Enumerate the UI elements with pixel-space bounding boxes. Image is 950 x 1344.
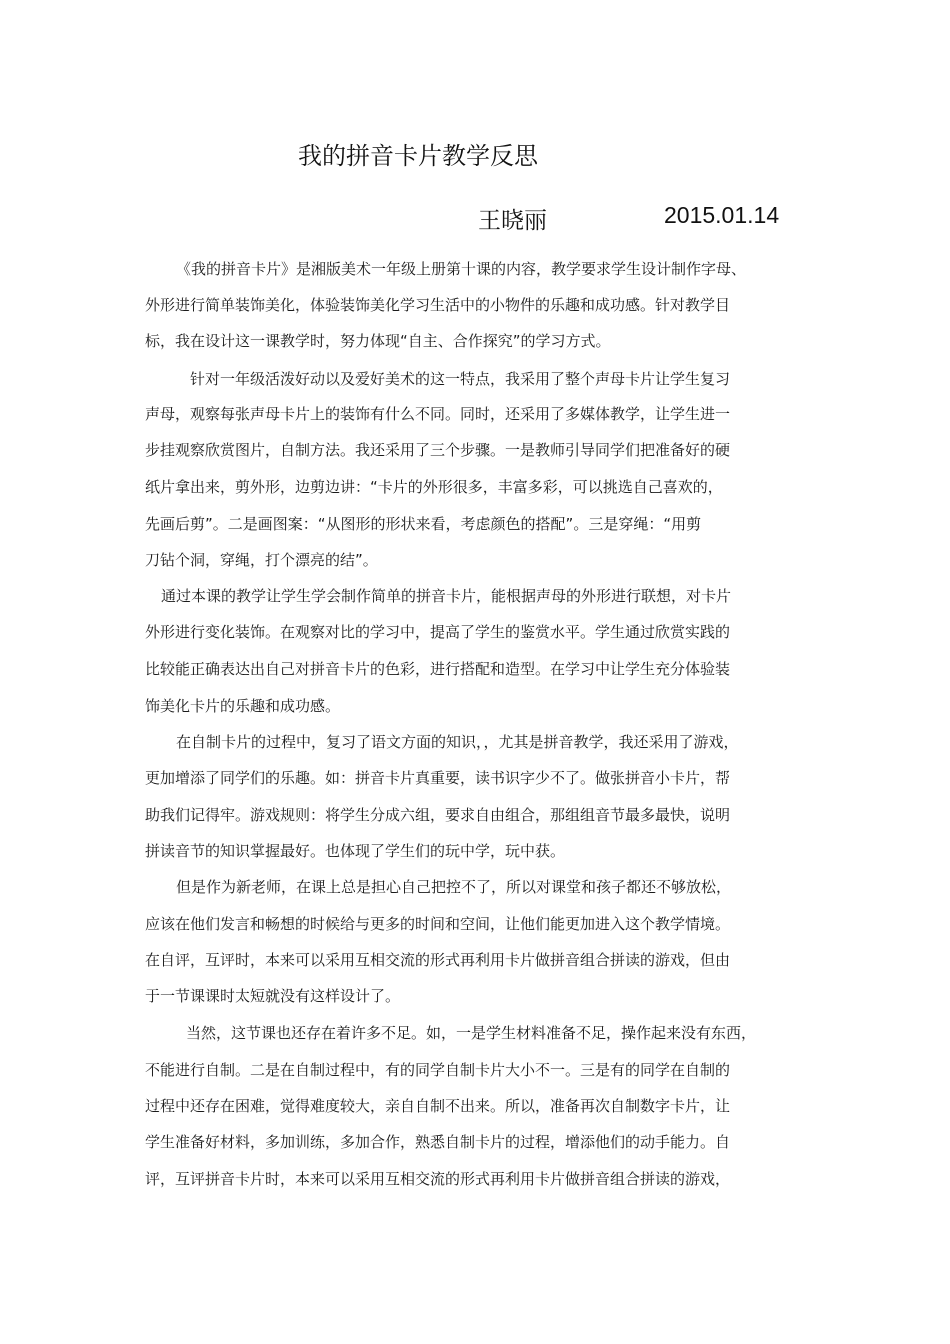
body-line: 学生准备好材料，多加训练，多加合作，熟悉自制卡片的过程，增添他们的动手能力。自: [145, 1133, 731, 1151]
body-line: 《我的拼音卡片》是湘版美术一年级上册第十课的内容，教学要求学生设计制作字母、: [176, 260, 747, 278]
body-line: 外形进行简单装饰美化，体验装饰美化学习生活中的小物件的乐趣和成功感。针对教学目: [145, 296, 731, 314]
body-line: 不能进行自制。二是在自制过程中，有的同学自制卡片大小不一。三是有的同学在自制的: [145, 1061, 731, 1079]
body-line: 刀钻个洞，穿绳，打个漂亮的结”。: [145, 551, 378, 569]
body-line: 但是作为新老师，在课上总是担心自己把控不了，所以对课堂和孩子都还不够放松，: [176, 878, 732, 896]
body-line: 声母，观察每张声母卡片上的装饰有什么不同。同时，还采用了多媒体教学，让学生进一: [145, 405, 731, 423]
body-line: 评，互评拼音卡片时，本来可以采用互相交流的形式再利用卡片做拼音组合拼读的游戏，: [145, 1170, 731, 1188]
body-line: 外形进行变化装饰。在观察对比的学习中，提高了学生的鉴赏水平。学生通过欣赏实践的: [145, 623, 731, 641]
body-line: 在自制卡片的过程中，复习了语文方面的知识，，尤其是拼音教学，我还采用了游戏，: [176, 733, 739, 751]
body-line: 针对一年级活泼好动以及爱好美术的这一特点，我采用了整个声母卡片让学生复习: [190, 370, 731, 388]
body-line: 应该在他们发言和畅想的时候给与更多的时间和空间，让他们能更加进入这个教学情境。: [145, 915, 731, 933]
document-title: 我的拼音卡片教学反思: [298, 142, 538, 170]
body-line: 当然，这节课也还存在着许多不足。如，一是学生材料准备不足，操作起来没有东西，: [186, 1024, 757, 1042]
body-line: 过程中还存在困难，觉得难度较大，亲自自制不出来。所以，准备再次自制数字卡片，让: [145, 1097, 731, 1115]
body-line: 纸片拿出来，剪外形，边剪边讲：“卡片的外形很多，丰富多彩，可以挑选自己喜欢的，: [145, 478, 723, 496]
body-line: 先画后剪”。二是画图案：“从图形的形状来看，考虑颜色的搭配”。三是穿绳：“用剪: [145, 515, 702, 533]
body-line: 通过本课的教学让学生学会制作简单的拼音卡片，能根据声母的外形进行联想，对卡片: [161, 587, 732, 605]
body-line: 在自评，互评时，本来可以采用互相交流的形式再利用卡片做拼音组合拼读的游戏，但由: [145, 951, 731, 969]
document-date: 2015.01.14: [664, 202, 780, 228]
body-line: 标，我在设计这一课教学时，努力体现“自主、合作探究”的学习方式。: [145, 332, 611, 350]
body-line: 更加增添了同学们的乐趣。如：拼音卡片真重要，读书识字少不了。做张拼音小卡片，帮: [145, 769, 731, 787]
body-line: 饰美化卡片的乐趣和成功感。: [145, 697, 341, 715]
body-line: 拼读音节的知识掌握最好。也体现了学生们的玩中学，玩中获。: [145, 842, 566, 860]
author-name: 王晓丽: [478, 208, 547, 234]
body-line: 比较能正确表达出自己对拼音卡片的色彩，进行搭配和造型。在学习中让学生充分体验装: [145, 660, 731, 678]
body-line: 助我们记得牢。游戏规则：将学生分成六组，要求自由组合，那组组音节最多最快，说明: [145, 806, 731, 824]
body-line: 步挂观察欣赏图片，自制方法。我还采用了三个步骤。一是教师引导同学们把准备好的硬: [145, 441, 731, 459]
body-line: 于一节课课时太短就没有这样设计了。: [145, 987, 401, 1005]
